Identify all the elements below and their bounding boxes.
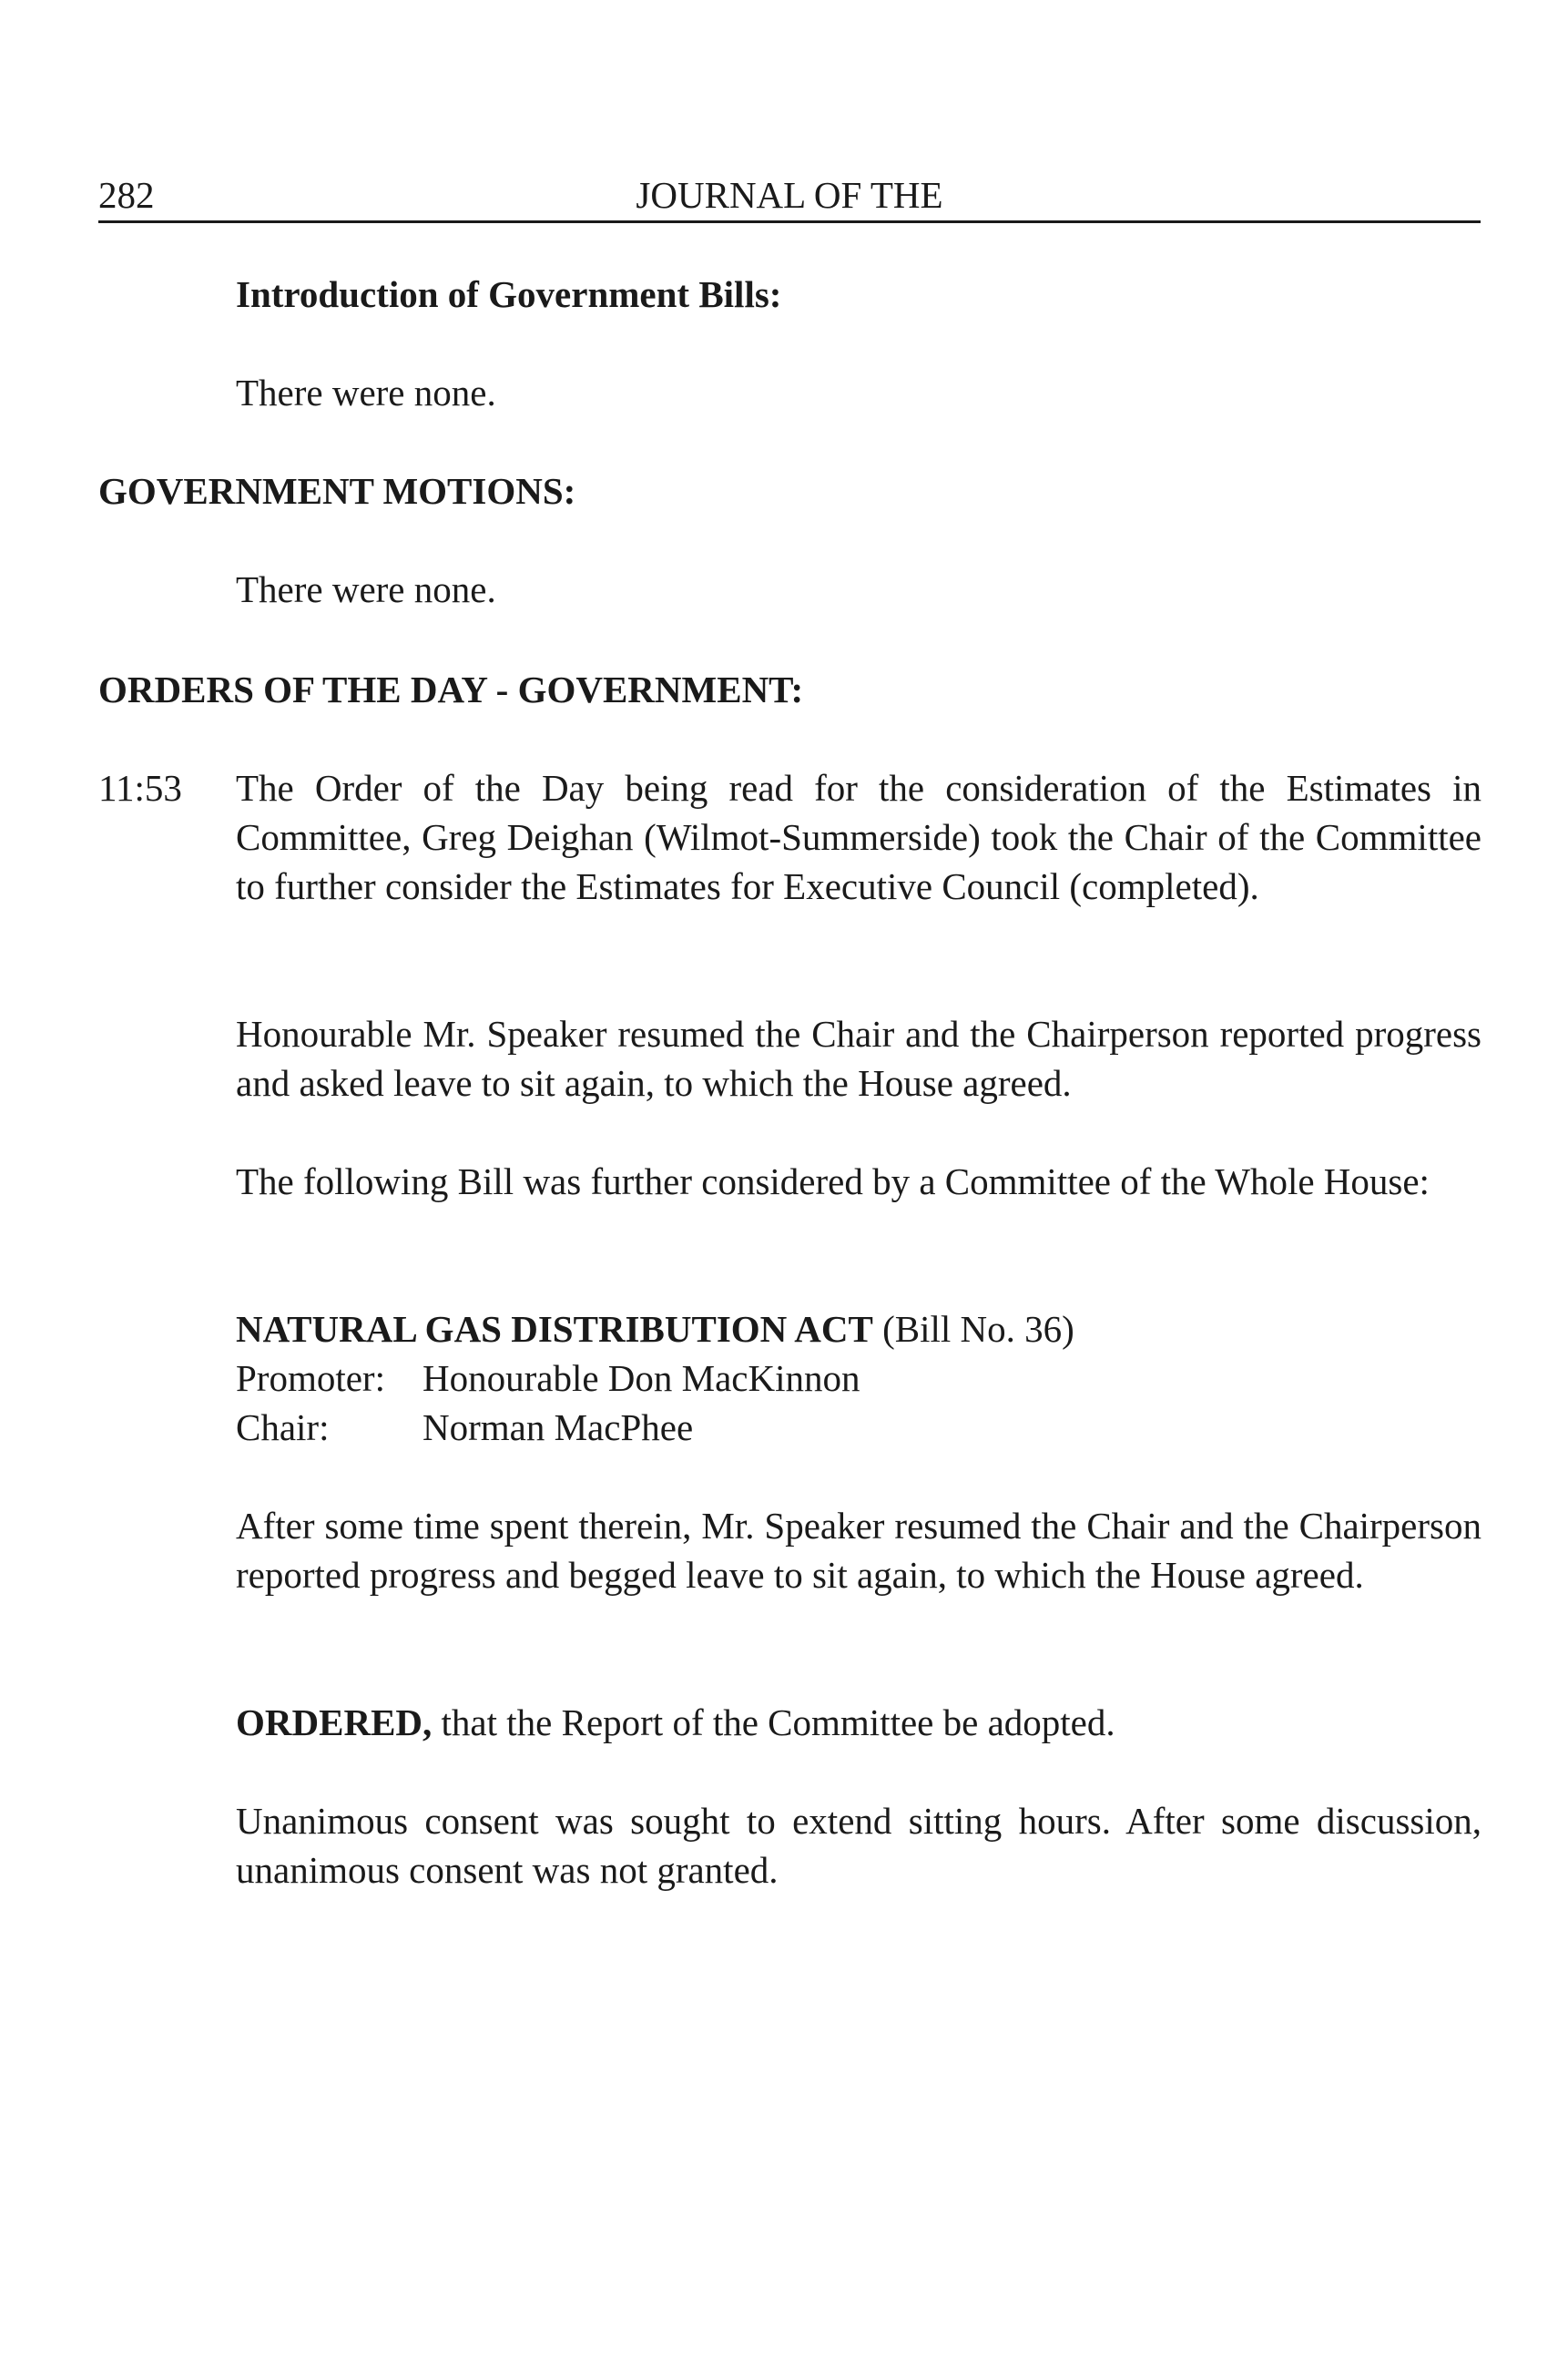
chair-row — [236, 1403, 1481, 1452]
sitting-time: 11:53 — [98, 767, 182, 809]
running-header — [98, 169, 1481, 223]
orders-paragraph-2: Honourable Mr. Speaker resumed the Chair and the Chairperson reported progress and asked leave to sit again, to which the House agreed. — [236, 1013, 1481, 1104]
orders-paragraph-1: The Order of the Day being read for the consideration of the Estimates in Committee, Greg Deighan (Wilmot-Summerside) took the Chair of the Committee to further consider the Estimates for Executive Council (completed). — [236, 767, 1481, 907]
promoter-name: Honourable Don MacKinnon — [423, 1357, 860, 1399]
bill-block — [236, 1304, 1481, 1452]
ordered-line — [236, 1698, 1481, 1747]
intro-bills-text: There were none. — [236, 372, 496, 414]
bill-number: (Bill No. 36) — [882, 1308, 1074, 1350]
chair-label: Chair: — [236, 1406, 330, 1448]
promoter-row — [236, 1353, 1481, 1403]
chair-name: Norman MacPhee — [423, 1406, 694, 1448]
bill-name: NATURAL GAS DISTRIBUTION ACT — [236, 1308, 873, 1350]
orders-paragraph-4: After some time spent therein, Mr. Speaker resumed the Chair and the Chairperson reported progress and begged leave to sit again, to which the House agreed. — [236, 1505, 1481, 1596]
gov-motions-text: There were none. — [236, 568, 496, 610]
ordered-text: that the Report of the Committee be adopted. — [441, 1701, 1115, 1743]
running-title: JOURNAL OF THE — [636, 174, 943, 216]
gov-motions-heading: GOVERNMENT MOTIONS: — [98, 470, 576, 512]
orders-paragraph-3: The following Bill was further considered by a Committee of the Whole House: — [236, 1160, 1430, 1202]
bill-title-row — [236, 1304, 1481, 1353]
intro-bills-heading: Introduction of Government Bills: — [236, 273, 782, 315]
page-number: 282 — [98, 174, 155, 216]
orders-heading: ORDERS OF THE DAY - GOVERNMENT: — [98, 669, 804, 710]
promoter-label: Promoter: — [236, 1357, 385, 1399]
orders-paragraph-5: Unanimous consent was sought to extend sitting hours. After some discussion, unanimous consent was not granted. — [236, 1800, 1481, 1891]
ordered-keyword: ORDERED, — [236, 1701, 433, 1743]
